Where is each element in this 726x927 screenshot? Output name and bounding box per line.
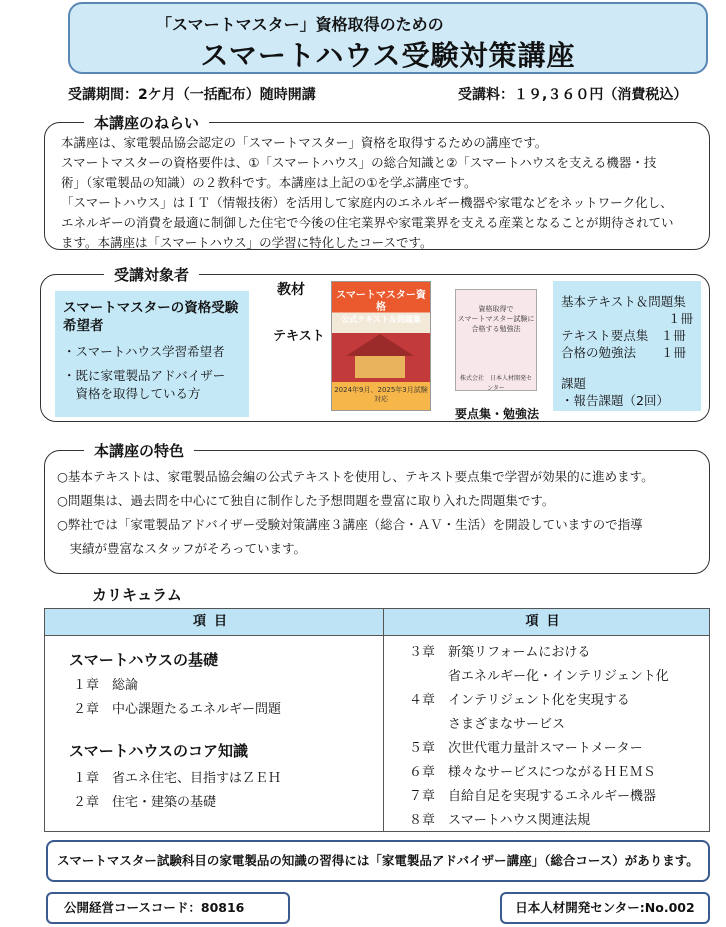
summary-label: 要点集・勉強法 — [455, 407, 540, 421]
aim-body — [61, 133, 707, 253]
task-title: 課題 — [561, 376, 587, 391]
feature-line: ○基本テキストは、家電製品協会編の公式テキストを使用し、テキスト要点集で学習が効果的に進めます。 — [57, 469, 654, 484]
aim-section — [44, 122, 710, 250]
course-period: 受講期間：2ケ月（一括配布）随時開講 — [68, 87, 316, 103]
feature-line: ○問題集は、過去問を中心にて独自に制作した予想問題を豊富に取り入れた問題集です。 — [57, 493, 555, 508]
textbook-cover — [331, 281, 431, 411]
summary-book-line: 資格取得で — [478, 305, 514, 313]
curriculum-item: ７章 自給自足を実現するエネルギー機器 — [409, 789, 657, 804]
center-code: 日本人材開発センター:No.002 — [500, 892, 710, 924]
summary-book-publisher: 株式会社 日本人材開発センター — [459, 375, 532, 392]
aim-line: 術」（家電製品の知識）の２教科です。本講座は上記の①を学ぶ講座です。 — [61, 175, 477, 190]
target-title: スマートマスターの資格受験希望者 — [63, 300, 239, 334]
textbook-subtitle: 公式テキスト＆問題集 — [341, 315, 421, 324]
curriculum-item: ２章 住宅・建築の基礎 — [73, 795, 217, 810]
target-box — [55, 291, 249, 417]
materials-item: １冊 — [667, 311, 693, 326]
target-label: 受講対象者 — [104, 264, 199, 285]
aim-line: スマートマスターの資格要件は、①「スマートハウス」の総合知識と②「スマートハウスを支える機器・技 — [61, 155, 657, 170]
materials-item: テキスト要点集 １冊 — [561, 328, 686, 343]
curriculum-right — [409, 641, 709, 833]
header-subtitle: 「スマートマスター」資格取得のための — [156, 15, 444, 34]
course-code: 公開経営コースコード：80816 — [46, 892, 290, 924]
text-label: テキスト — [273, 329, 325, 344]
curriculum-group-title: スマートハウスのコア知識 — [69, 742, 248, 760]
aim-label: 本講座のねらい — [84, 112, 209, 133]
features-label: 本講座の特色 — [84, 440, 194, 461]
curriculum-item: さまざまなサービス — [409, 717, 566, 732]
curriculum-left — [69, 649, 369, 815]
curriculum-header-left: 項目 — [45, 609, 384, 636]
curriculum-item: ３章 新築リフォームにおける — [409, 645, 591, 660]
curriculum-table — [44, 608, 710, 832]
features-section — [44, 450, 710, 574]
target-item: ・スマートハウス学習希望者 — [63, 344, 225, 359]
curriculum-item: ２章 中心課題たるエネルギー問題 — [73, 702, 282, 717]
curriculum-item: １章 省エネ住宅、目指すはＺＥＨ — [73, 771, 282, 786]
summary-book-line: 合格する勉強法 — [471, 325, 521, 333]
summary-book-line: スマートマスター試験に — [457, 315, 535, 323]
target-item: 資格を取得している方 — [63, 386, 201, 401]
task-item: ・報告課題（2回） — [561, 393, 669, 408]
features-body — [57, 465, 707, 561]
summary-book-cover — [455, 289, 537, 391]
curriculum-item: ６章 様々なサービスにつながるＨＥＭＳ — [409, 765, 656, 780]
curriculum-label: カリキュラム — [92, 586, 182, 604]
house-icon — [346, 334, 414, 378]
feature-line: 実績が豊富なスタッフがそろっています。 — [57, 541, 307, 556]
page-title: スマートハウス受験対策講座 — [200, 39, 576, 72]
aim-line: 「スマートハウス」はＩＴ（情報技術）を活用して家庭内のエネルギー機器や家電などをネットワーク化し、 — [61, 195, 673, 210]
curriculum-item: ４章 インテリジェント化を実現する — [409, 693, 630, 708]
course-fee: 受講料：１９,３６０円（消費税込） — [458, 87, 688, 103]
materials-list — [553, 281, 701, 411]
aim-line: 本講座は、家電製品協会認定の「スマートマスター」資格を取得するための講座です。 — [61, 135, 548, 150]
curriculum-item: ８章 スマートハウス関連法規 — [409, 813, 591, 828]
target-section — [40, 274, 710, 422]
curriculum-item: 省エネルギー化・インテリジェント化 — [409, 669, 669, 684]
feature-line: ○弊社では「家電製品アドバイザー受験対策講座３講座（総合・ＡＶ・生活）を開設していますので指導 — [57, 517, 643, 532]
header-banner — [68, 2, 708, 74]
curriculum-group-title: スマートハウスの基礎 — [69, 651, 218, 669]
materials-item: 基本テキスト＆問題集 — [561, 294, 686, 309]
materials-item: 合格の勉強法 １冊 — [561, 345, 687, 360]
textbook-note: 2024年9月、2025年3月試験対応 — [334, 386, 428, 403]
aim-line: ます。本講座は「スマートハウス」の学習に特化したコースです。 — [61, 235, 433, 250]
curriculum-item: ５章 次世代電力量計スマートメーター — [409, 741, 643, 756]
textbook-title: スマートマスター資格 — [336, 290, 426, 313]
materials-label: 教材 — [277, 282, 305, 298]
target-item: ・既に家電製品アドバイザー — [63, 368, 226, 383]
notice-box: スマートマスター試験科目の家電製品の知識の習得には「家電製品アドバイザー講座」（総合コース）があります。 — [46, 840, 710, 882]
curriculum-item: １章 総論 — [73, 678, 139, 693]
curriculum-divider — [383, 636, 384, 831]
curriculum-header-right: 項目 — [384, 609, 709, 636]
aim-line: エネルギーの消費を最適に制御した住宅で今後の住宅業界や家電業界を支える産業となることが期待されてい — [61, 215, 674, 230]
